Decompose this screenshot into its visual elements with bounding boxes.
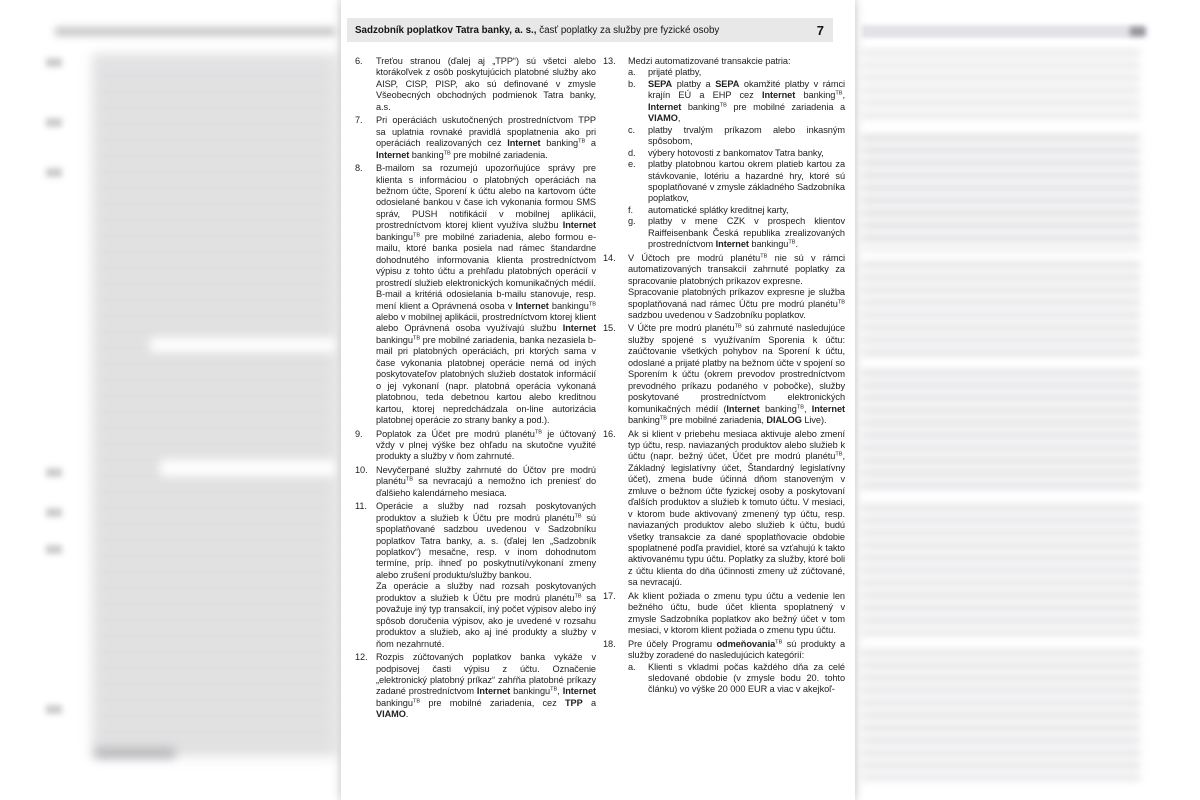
sub-item-text: Klienti s vkladmi počas každého dňa za celé sledované obdobie (v zmysle bodu 20. tohto článku) vo výške 20 000 EUR a viac v akejkoľ-: [648, 661, 845, 695]
paragraph: Poplatok za Účet pre modrú planétu$^{TB}$ je účtovaný vždy v plnej výške bez ohľadu na skutočne využité produkty a služby v ňom zahrnuté.: [376, 428, 596, 462]
item-body: [628, 253, 845, 322]
paragraph: V Účte pre modrú planétu$^{TB}$ sú zahrnuté nasledujúce služby spojené s využívaním Sporenia k účtu: zaúčtovanie všetkých pohybov na Sporení k účtu, odoslané a prijaté platby na bežnom účte v spojení so Sporením k účtu (okrem prevodov prostredníctvom prevodného príkazu podaného v pobočke), služby poskytované prostredníctvom elektronických komunikačných médií (Internet banking$^{TB}$, Internet banking$^{TB}$ pre mobilné zariadenia, DIALOG Live).: [628, 323, 846, 426]
sub-item-e: [628, 159, 845, 205]
item-body: [628, 429, 845, 589]
sub-item-letter: c.: [628, 124, 636, 135]
list-item-12: [355, 652, 596, 721]
item-body: [628, 56, 845, 251]
item-number: 8.: [355, 163, 363, 174]
paragraph: Treťou stranou (ďalej aj „TPP“) sú všetci alebo ktorákoľvek z osôb poskytujúcich platobné služby ako AISP, CISP, PISP, ako sú definované v zmysle Všeobecných obchodných podmienok Tatra banky, a.s.: [376, 56, 596, 112]
list-item-18: [603, 639, 845, 696]
blurred-text-block: [862, 650, 1140, 780]
page-number: 7: [816, 22, 824, 38]
item-number: 13.: [603, 56, 616, 66]
page-header-title-bold: Sadzobník poplatkov Tatra banky, a. s.,: [355, 24, 537, 36]
text-column-right: [603, 56, 845, 698]
blurred-item-number: [46, 545, 62, 554]
item-number: 16.: [603, 428, 616, 439]
sub-item-text: automatické splátky kreditnej karty,: [648, 204, 789, 215]
list-item-17: [603, 591, 845, 637]
blurred-text-block: [862, 505, 1140, 635]
item-body: [376, 56, 596, 113]
sub-item-text: výbery hotovosti z bankomatov Tatra banky,: [648, 147, 824, 158]
item-body: [376, 115, 596, 161]
blurred-item-number: [46, 468, 62, 477]
paragraph: Nevyčerpané služby zahrnuté do Účtov pre modrú planétu$^{TB}$ sa nevracajú a nemožno ich preniesť do ďalšieho kalendárneho mesiaca.: [376, 464, 596, 498]
blurred-row-gap: [150, 338, 337, 352]
page-header-title-rest: časť poplatky za služby pre fyzické osoby: [536, 24, 720, 36]
sub-item-text: SEPA platby a SEPA okamžité platby v rámci krajín EÚ a EHP cez Internet banking$^{TB}$, Internet banking$^{TB}$ pre mobilné zariadenia a VIAMO,: [648, 78, 846, 124]
blurred-row-gap: [160, 460, 337, 476]
paragraph: Operácie a služby nad rozsah poskytovaných produktov a služieb k Účtu pre modrú planétu$^{TB}$ sú spoplatňované sadzbou uvedenou v Sadzobníku poplatkov Tatra banky, a. s. (ďalej len „Sadzobník poplatkov“) mesačne, resp. v inom dohodnutom termíne, príp. ihneď po poskytnutí/vykonaní zmeny alebo zrušení produktu/služby bankou.: [376, 501, 596, 580]
sub-item-a: [628, 662, 845, 696]
list-item-10: [355, 465, 596, 499]
sub-item-letter: e.: [628, 159, 636, 170]
sub-item-c: [628, 125, 845, 148]
blurred-text-fragment: [95, 748, 175, 758]
blurred-item-number: [46, 58, 62, 67]
sub-item-text: platby trvalým príkazom alebo inkasným spôsobom,: [648, 124, 845, 147]
blurred-item-number: [46, 705, 62, 714]
item-body: [376, 501, 596, 650]
list-item-8: [355, 163, 596, 426]
item-number: 14.: [603, 252, 616, 263]
item-number: 15.: [603, 323, 616, 334]
sub-item-g: [628, 216, 845, 250]
item-number: 6.: [355, 56, 363, 66]
paragraph: Ak si klient v priebehu mesiaca aktivuje alebo zmení typ účtu, resp. naviazaných produktov alebo služieb k účtu (napr. bežný účet, Účet pre modrú planétu$^{TB}$, Základný legislatívny účet, Štandardný legislatívny účet), zmena bude účinná dňom stanoveným v zmluve o bežnom účte fyzickej osoby a poskytovaní ďalších produktov a služieb k tomuto účtu. V mesiaci, v ktorom bude aktivovaný zmenený typ účtu, resp. naviazaných produktov alebo služieb k účtu, budú všetky transakcie za dané spoplatňovacie obdobie spoplatnené podľa pravidiel, ktoré sa vzťahujú k takto aktivovanému typu účtu. Poplatky za služby, ktoré boli z účtu klienta do dňa účinnosti zmeny už zúčtované, sa nevracajú.: [628, 428, 845, 588]
item-body: [376, 465, 596, 499]
blurred-item-number: [46, 118, 62, 127]
sub-item-letter: b.: [628, 78, 636, 89]
item-number: 10.: [355, 464, 368, 475]
sub-item-letter: d.: [628, 147, 636, 158]
list-item-7: [355, 115, 596, 161]
item-number: 17.: [603, 590, 616, 601]
document-page: [341, 0, 855, 800]
sub-item-text: platby v mene CZK v prospech klientov Raiffeisenbank Česká republika zrealizovaných prostredníctvom Internet bankingu$^{TB}$.: [648, 216, 845, 250]
list-item-11: [355, 501, 596, 650]
sub-item-f: [628, 205, 845, 216]
blurred-item-number: [46, 508, 62, 517]
item-body: [376, 429, 596, 463]
paragraph: Rozpis zúčtovaných poplatkov banka vykáže v podpisovej časti výpisu z účtu. Označenie „elektronický platobný príkaz“ zahŕňa platobné príkazy zadané prostredníctvom Internet bankingu$^{TB}$, Internet bankingu$^{TB}$ pre mobilné zariadenia, cez TPP a VIAMO.: [376, 652, 597, 720]
blurred-header-bar: [55, 27, 335, 36]
item-body: [628, 639, 845, 696]
paragraph: Medzi automatizované transakcie patria:: [628, 56, 791, 66]
sub-item-letter: f.: [628, 204, 634, 215]
paragraph: Pre účely Programu odmeňovania$^{TB}$ sú produkty a služby zoradené do nasledujúcich kategórií:: [628, 638, 846, 661]
item-number: 18.: [603, 638, 616, 649]
sub-item-text: prijaté platby,: [648, 67, 702, 78]
sub-item-a: [628, 67, 845, 78]
page-header-title: [355, 25, 719, 36]
next-page-blurred: [858, 0, 1200, 800]
item-body: [376, 163, 596, 426]
item-number: 9.: [355, 428, 363, 439]
item-body: [376, 652, 596, 721]
sub-item-letter: a.: [628, 67, 636, 78]
item-body: [628, 323, 845, 426]
list-item-16: [603, 429, 845, 589]
blurred-text-block: [92, 55, 337, 757]
paragraph: Pri operáciách uskutočnených prostredníctvom TPP sa uplatnia rovnaké pravidlá spoplatnenia ako pri operáciách realizovaných cez Internet banking$^{TB}$ a Internet banking$^{TB}$ pre mobilné zariadenia.: [376, 115, 596, 160]
sub-item-letter: g.: [628, 216, 636, 227]
blurred-text-block: [862, 135, 1140, 250]
blurred-text-block: [862, 50, 1140, 125]
sub-item-letter: a.: [628, 661, 636, 672]
paragraph: Ak klient požiada o zmenu typu účtu a vedenie len bežného účtu, bude účet klienta spoplatnený v zmysle Sadzobníka poplatkov ako bežný účet v tom mesiaci, v ktorom klient požiada o zmenu typu účtu.: [628, 590, 845, 636]
page-header-band: [347, 18, 833, 42]
blurred-page-number: [1130, 27, 1146, 36]
blurred-text-block: [862, 262, 1140, 357]
sub-item-d: [628, 148, 845, 159]
previous-page-blurred: [0, 0, 337, 800]
text-column-left: [355, 56, 596, 723]
paragraph: V Účtoch pre modrú planétu$^{TB}$ nie sú v rámci automatizovaných transakcií zahrnuté poplatky za spracovanie platobných príkazov expresne.: [628, 252, 845, 286]
list-item-13: [603, 56, 845, 251]
blurred-item-number: [46, 168, 62, 177]
paragraph: Za operácie a služby nad rozsah poskytovaných produktov a služieb k Účtu pre modrú planétu$^{TB}$ sa považuje iný typ transakcií, iný počet výpisov alebo iný spôsob doručenia výpisov, ako je uvedené v rozsahu produktov a služieb, ako aj iné produkty a služby v ňom nezahrnuté.: [376, 581, 596, 649]
paragraph: B-mailom sa rozumejú upozorňujúce správy pre klienta s informáciou o platobných operáciách na bežnom účte, Sporení k účtu alebo na kartovom účte odosielané bankou v čase ich vykonania formou SMS správ, PUSH notifikácií v mobilnej aplikácii, prostredníctvom ktorej klient využíva službu Internet bankingu$^{TB}$ pre mobilné zariadenia, alebo formou e-mailu, ktoré banka posiela nad rámec štandardne dohodnutého informovania klienta prostredníctvom výpisu z tohto účtu a prehľadu platobných operácií v prostredí služieb elektronických komunikačných médií. B-mail a kritériá odosielania b-mailu stanovuje, resp. mení klient a Oprávnená osoba v Internet bankingu$^{TB}$ alebo v mobilnej aplikácii, prostredníctvom ktorej klient alebo Oprávnená osoba využívajú službu Internet bankingu$^{TB}$ pre mobilné zariadenia, banka nezasiela b-mail pri platobných operáciách, pri ktorých sama v čase vykonania platobnej operácie nemá od iných poskytovateľov platobných služieb dostatok informácií o jej vykonaní (napr. platobná operácia vykonaná platobnou, teda debetnou kartou alebo kreditnou kartou, ktorej nepredchádzala on-line autorizácia platobnej operácie zo strany banky a pod.).: [376, 163, 596, 426]
list-item-9: [355, 429, 596, 463]
blurred-text-block: [862, 370, 1140, 490]
item-number: 12.: [355, 652, 368, 663]
blurred-header-bar: [862, 25, 1144, 38]
item-number: 7.: [355, 115, 363, 126]
sub-item-text: platby platobnou kartou okrem platieb kartou za stávkovanie, lotériu a hazardné hry, ktoré sú spoplatňované v zmysle základného Sadzobníka poplatkov,: [648, 159, 845, 204]
list-item-14: [603, 253, 845, 322]
item-number: 11.: [355, 501, 367, 512]
sub-item-b: [628, 79, 845, 125]
list-item-6: [355, 56, 596, 113]
item-body: [628, 591, 845, 637]
paragraph: Spracovanie platobných príkazov expresne je služba spoplatňovaná nad rámec Účtu pre modrú planétu$^{TB}$ sadzbou uvedenou v Sadzobníku poplatkov.: [628, 287, 845, 320]
list-item-15: [603, 323, 845, 426]
